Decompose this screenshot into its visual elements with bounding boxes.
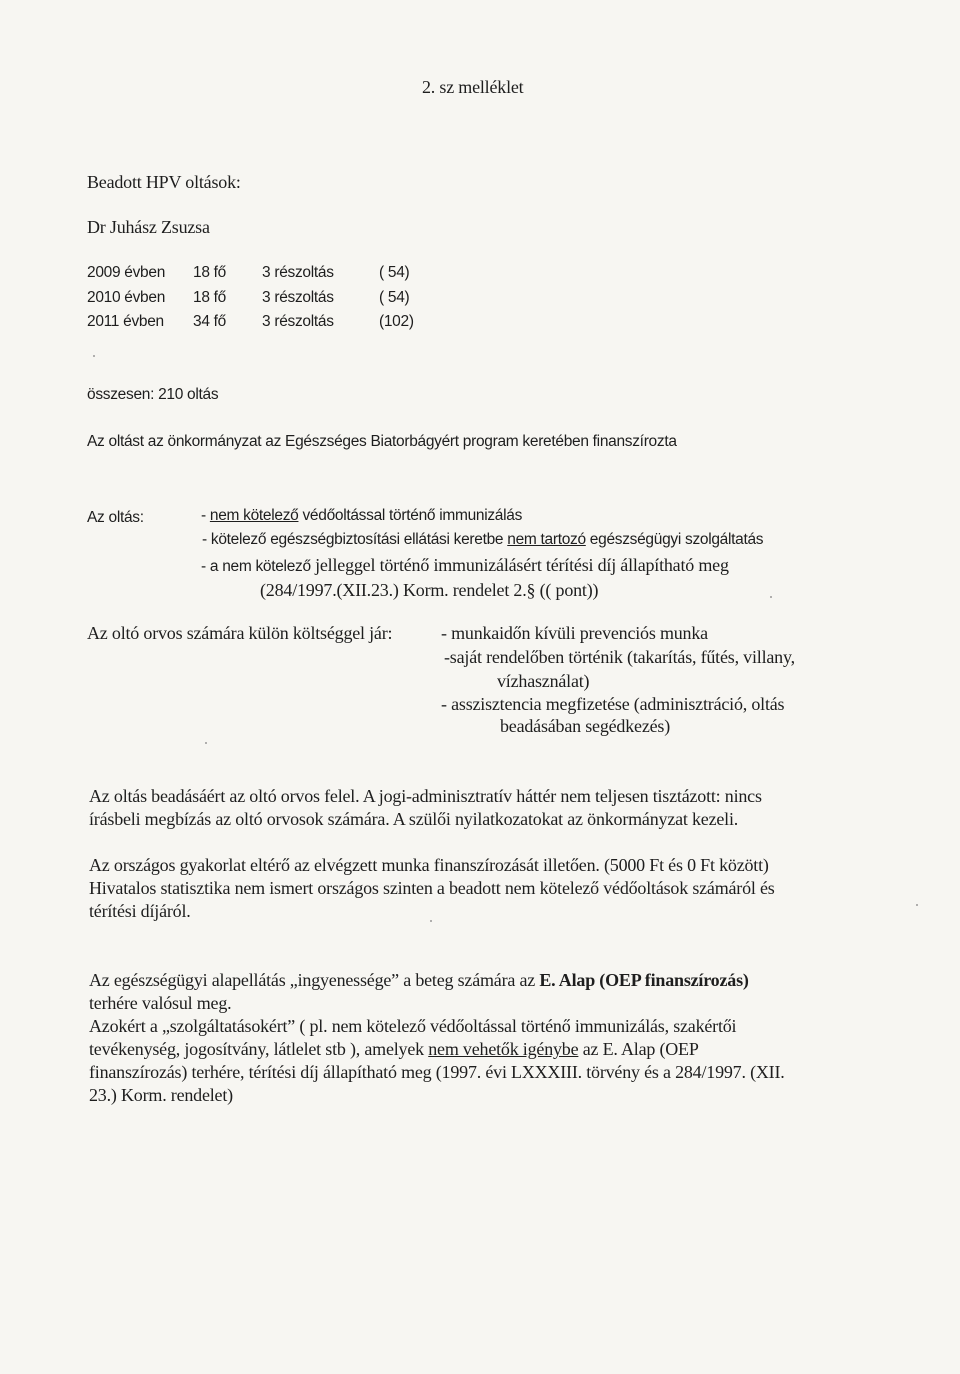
- oltas-item: [201, 507, 522, 525]
- underlined-text: nem kötelező: [209, 507, 299, 524]
- year-cell: 2009 évben: [87, 264, 166, 281]
- total-cell: (102): [379, 313, 414, 330]
- item-text: - kötelező egészségbiztosítási ellátási keretbe: [202, 531, 508, 548]
- underlined-text: nem vehetők igénybe: [428, 1039, 579, 1059]
- count-cell: 18 fő: [193, 264, 226, 281]
- year-cell: 2010 évben: [87, 289, 166, 306]
- item-text: jelleggel történő immunizálásért térítési díj állapítható meg: [310, 555, 729, 575]
- total-summary: összesen: 210 oltás: [87, 386, 219, 403]
- total-cell: ( 54): [379, 289, 410, 306]
- paragraph-line: Hivatalos statisztika nem ismert országos szinten a beadott nem kötelező védőoltások számáról és: [89, 878, 775, 898]
- cost-item: - asszisztencia megfizetése (adminisztráció, oltás: [441, 694, 785, 714]
- paragraph-line: [89, 1039, 699, 1060]
- costs-label: Az oltó orvos számára külön költséggel jár:: [87, 623, 393, 643]
- scan-speck: [770, 596, 772, 598]
- total-cell: ( 54): [379, 264, 410, 281]
- bold-text: E. Alap (OEP finanszírozás): [539, 970, 749, 990]
- paragraph-line: térítési díjáról.: [89, 901, 191, 921]
- cost-item-cont: beadásában segédkezés): [500, 716, 671, 736]
- paragraph-line: Az országos gyakorlat eltérő az elvégzett munka finanszírozását illetően. (5000 Ft és 0 Ft között): [89, 855, 769, 875]
- regulation-reference: (284/1997.(XII.23.) Korm. rendelet 2.§ (( pont)): [260, 580, 599, 600]
- paragraph-line: finanszírozás) terhére, térítési díj állapítható meg (1997. évi LXXXIII. törvény és a 284/1997. (XII.: [89, 1062, 785, 1082]
- parts-cell: 3 részoltás: [262, 289, 334, 306]
- item-text: egészségügyi szolgáltatás: [585, 531, 764, 548]
- scan-speck: [430, 920, 432, 922]
- item-text: - a nem kötelező: [201, 558, 311, 575]
- parts-cell: 3 részoltás: [262, 313, 334, 330]
- oltas-label: Az oltás:: [87, 509, 144, 526]
- item-text: védőoltással történő immunizálás: [298, 507, 523, 524]
- oltas-item: [201, 555, 729, 576]
- paragraph-line: [89, 970, 749, 991]
- count-cell: 18 fő: [193, 289, 226, 306]
- cost-item: -saját rendelőben történik (takarítás, fűtés, villany,: [444, 647, 795, 667]
- scan-speck: [205, 742, 207, 744]
- document-title: Beadott HPV oltások:: [87, 172, 241, 192]
- paragraph-line: Azokért a „szolgáltatásokért” ( pl. nem kötelező védőoltással történő immunizálás, szakértői: [89, 1016, 737, 1036]
- cost-item-cont: vízhasználat): [497, 671, 590, 691]
- annex-label: 2. sz melléklet: [422, 77, 524, 97]
- oltas-item: [202, 531, 763, 549]
- year-cell: 2011 évben: [87, 313, 164, 330]
- paragraph-line: 23.) Korm. rendelet): [89, 1085, 233, 1105]
- paragraph-line: írásbeli megbízás az oltó orvosok számára. A szülői nyilatkozatokat az önkormányzat kezeli.: [89, 809, 739, 829]
- scan-speck: [916, 904, 918, 906]
- underlined-text: nem tartozó: [507, 531, 586, 548]
- cost-item: - munkaidőn kívüli prevenciós munka: [441, 623, 708, 643]
- text-run: tevékenység, jogosítvány, látlelet stb ), amelyek: [89, 1039, 429, 1059]
- scan-speck: [93, 355, 95, 357]
- parts-cell: 3 részoltás: [262, 264, 334, 281]
- item-prefix: -: [201, 507, 210, 524]
- doctor-name: Dr Juhász Zsuzsa: [87, 217, 210, 237]
- paragraph-line: terhére valósul meg.: [89, 993, 232, 1013]
- paragraph-line: Az oltás beadásáért az oltó orvos felel. A jogi-adminisztratív háttér nem teljesen tisztázott: nincs: [89, 786, 762, 806]
- financing-note: Az oltást az önkormányzat az Egészséges Biatorbágyért program keretében finanszírozta: [87, 433, 677, 450]
- text-run: Az egészségügyi alapellátás „ingyenessége” a beteg számára az: [89, 970, 540, 990]
- text-run: az E. Alap (OEP: [578, 1039, 699, 1059]
- count-cell: 34 fő: [193, 313, 226, 330]
